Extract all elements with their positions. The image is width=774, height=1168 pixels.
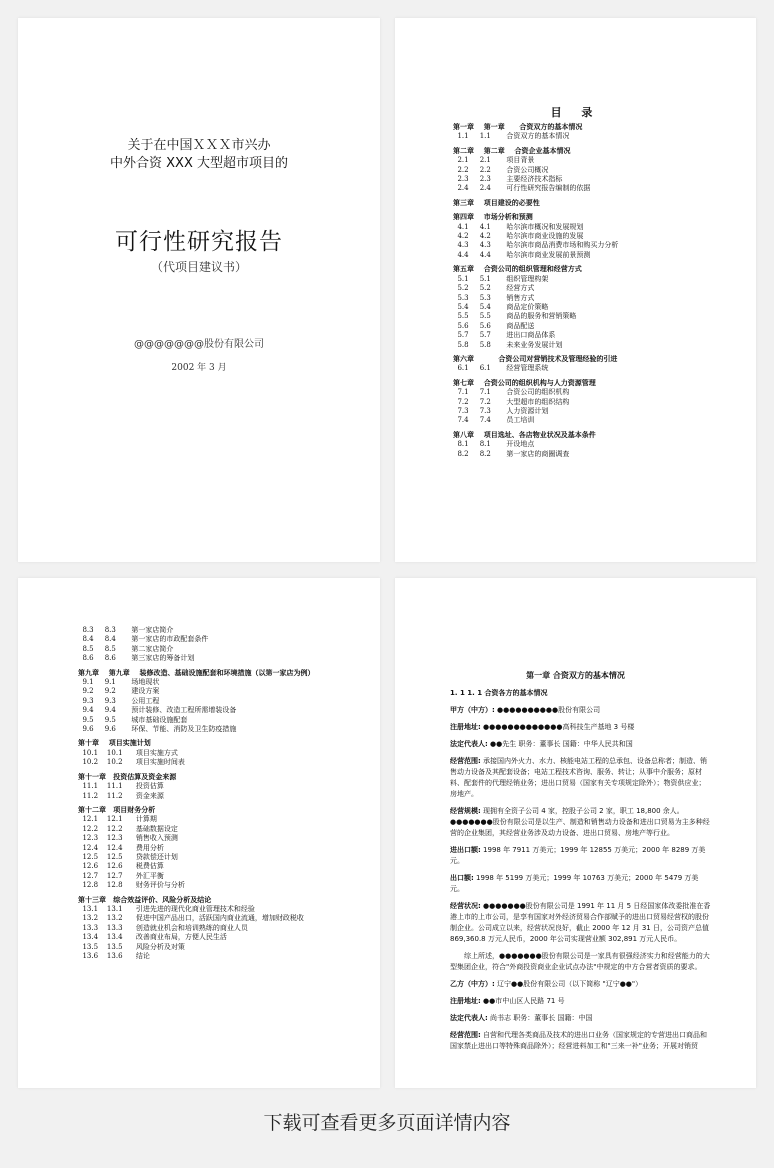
toc-title: 目 录 [550, 106, 601, 119]
download-more-caption: 下载可查看更多页面详情内容 [263, 1112, 511, 1134]
toc-section-entry: 8.2 8.2 第一家店的商圈调查 [453, 449, 570, 458]
paragraph-label: 法定代表人: [450, 1014, 488, 1022]
toc-section-entry: 9.5 9.5 城市基础设施配套 [78, 715, 188, 724]
report-date: 2002 年 3 月 [171, 363, 227, 373]
paragraph-text: ●●先生 职务：董事长 国籍：中华人民共和国 [487, 740, 633, 748]
toc-chapter-entry: 第九章 第九章 装修改造、基础设施配套和环境措施（以第一家店为例） [78, 668, 315, 677]
chapter-page [395, 578, 756, 1088]
paragraph-text: 承接国内外火力、水力、核能电站工程的总承包、设备总称者；制造、销售动力设备及其配套设备；电站工程技术咨询、服务、转让；从事中介服务；原材料、配套件的代理经销业务；进出口贸易（国家有关专项规定除外）；物资供应业；房地产。 [450, 757, 708, 798]
cover-line-2: 中外合资 XXX 大型超市项目的 [110, 156, 288, 171]
toc-section-entry: 7.1 7.1 合资公司的组织机构 [453, 388, 570, 397]
paragraph-label: 经营范围: [450, 757, 481, 765]
paragraph-text: 自营和代理各类商品及技术的进出口业务（国家规定的专营进出口商品和国家禁止进出口等特殊商品除外）；经营进料加工和"三来一补"业务；开展对销贸 [450, 1031, 708, 1050]
toc-section-entry: 9.2 9.2 建设方案 [78, 687, 160, 696]
chapter-paragraph [450, 996, 712, 1007]
chapter-paragraph [450, 1030, 712, 1052]
toc-chapter-entry: 第六章 合资公司对营销技术及管理经验的引进 [453, 354, 618, 363]
toc-section-entry: 7.4 7.4 员工培训 [453, 416, 535, 425]
paragraph-text: 辽宁●●股份有限公司（以下简称 "辽宁●●"） [494, 980, 643, 988]
toc-section-entry: 5.4 5.4 商品定价策略 [453, 302, 549, 311]
toc-section-entry: 8.6 8.6 第三家店的筹备计划 [78, 654, 195, 663]
toc-section-entry: 8.1 8.1 开设地点 [453, 440, 535, 449]
toc-section-entry: 2.2 2.2 合资公司概况 [453, 165, 549, 174]
chapter-paragraph [450, 806, 712, 839]
paragraph-text: 1998 年 7911 万美元；1999 年 12855 万美元；2000 年 8289 万美元。 [450, 846, 706, 865]
paragraph-label: 经营状况: [450, 902, 481, 910]
toc-section-entry: 4.2 4.2 哈尔滨市商业设施的发展 [453, 232, 584, 241]
toc-section-entry: 2.4 2.4 可行性研究报告编制的依据 [453, 184, 591, 193]
toc-section-entry: 10.2 10.2 项目实施时间表 [78, 758, 185, 767]
paragraph-text: ●●●●●●●●●●●●●高科技生产基地 3 号楼 [480, 723, 635, 731]
toc-section-entry: 13.3 13.3 创造就业机会和培训熟练的商业人员 [78, 923, 248, 932]
toc-section-entry: 4.4 4.4 哈尔滨市商业发展前景预测 [453, 250, 591, 259]
toc-section-entry: 9.3 9.3 公用工程 [78, 696, 160, 705]
toc-section-entry: 12.4 12.4 费用分析 [78, 843, 164, 852]
toc-chapter-entry: 第五章 合资公司的组织管理和经营方式 [453, 265, 582, 274]
toc-page [395, 18, 756, 562]
toc-chapter-entry: 第二章 第二章 合资企业基本情况 [453, 146, 571, 155]
chapter-paragraph [450, 1013, 712, 1024]
toc-section-entry: 5.2 5.2 经营方式 [453, 284, 535, 293]
report-title: 可行性研究报告 [115, 229, 283, 255]
toc-section-entry: 4.1 4.1 哈尔滨市概况和发展规划 [453, 222, 584, 231]
toc-section-entry: 5.8 5.8 未来业务发展计划 [453, 340, 563, 349]
toc-chapter-entry: 第八章 项目选址、各店物业状况及基本条件 [453, 430, 596, 439]
paragraph-label: 甲方（中方）: [450, 706, 495, 714]
report-subtitle: （代项目建议书） [150, 260, 247, 274]
toc-section-entry: 12.6 12.6 税费估算 [78, 862, 164, 871]
toc-chapter-entry: 第十章 项目实施计划 [78, 739, 151, 748]
paragraph-text: 1998 年 5199 万美元；1999 年 10763 万美元；2000 年 5479 万美元。 [450, 874, 699, 893]
toc-chapter-entry: 第七章 合资公司的组织机构与人力资源管理 [453, 378, 596, 387]
toc-section-entry: 12.7 12.7 外汇平衡 [78, 871, 164, 880]
toc-section-entry: 2.1 2.1 项目背景 [453, 156, 535, 165]
chapter-paragraph [450, 705, 712, 716]
paragraph-label: 乙方（中方）: [450, 980, 495, 988]
toc-chapter-entry: 第十二章 项目财务分析 [78, 805, 156, 814]
chapter-paragraph [450, 901, 712, 945]
paragraph-text: ●●●●●●●●●●股份有限公司 [494, 706, 601, 714]
toc-section-entry: 9.1 9.1 场地现状 [78, 678, 160, 687]
paragraph-text: ●●市中山区人民路 71 号 [480, 997, 565, 1005]
paragraph-label: 出口额: [450, 874, 474, 882]
toc-section-entry: 5.1 5.1 组织管理构架 [453, 274, 549, 283]
toc-section-entry: 5.6 5.6 商品配送 [453, 321, 535, 330]
chapter-paragraph [450, 951, 712, 973]
paragraph-label: 进出口额: [450, 846, 481, 854]
toc-list [453, 118, 743, 459]
toc-section-entry: 12.8 12.8 财务评价与分析 [78, 881, 185, 890]
toc-chapter-entry: 第十三章 综合效益评价、风险分析及结论 [78, 895, 212, 904]
toc-section-entry: 13.5 13.5 风险分析及对策 [78, 942, 185, 951]
toc-section-entry: 9.4 9.4 预计装修、改造工程所需增装设备 [78, 706, 237, 715]
toc-section-entry: 2.3 2.3 主要经济技术指标 [453, 175, 563, 184]
chapter-body [450, 688, 712, 1058]
paragraph-text: ●●●●●●●股份有限公司是 1991 年 11 月 5 日经国家体改委批准在香港上市的上市公司，是享有国家对外经济贸易合作部赋予的进出口贸易经营权的股份制企业。公司成立以来，经营状况良好，截止 2000 年 12 月 31 日，公司资产总值 869,360.8 万元人民币，2000 年公司实现营业额 302,891 万元人民币。 [450, 902, 711, 943]
chapter-paragraph [450, 722, 712, 733]
paragraph-label: 经营范围: [450, 1031, 481, 1039]
company-name: @@@@@@@股份有限公司 [134, 339, 264, 350]
toc-section-entry: 13.1 13.1 引进先进的现代化商业管理技术和经验 [78, 904, 255, 913]
toc-section-entry: 1.1 1.1 合资双方的基本情况 [453, 132, 570, 141]
toc-section-entry: 12.5 12.5 贷款偿还计划 [78, 852, 178, 861]
chapter-heading: 第一章 合资双方的基本情况 [526, 671, 625, 680]
chapter-paragraph [450, 739, 712, 750]
toc-section-entry: 8.5 8.5 第二家店简介 [78, 644, 174, 653]
toc-chapter-entry: 第四章 市场分析和预测 [453, 213, 533, 222]
chapter-paragraph [450, 845, 712, 867]
toc-section-entry: 4.3 4.3 哈尔滨市商品消费市场和购买力分析 [453, 241, 619, 250]
paragraph-label: 法定代表人: [450, 740, 488, 748]
paragraph-label: 经营规模: [450, 807, 481, 815]
paragraph-text: 现拥有全资子公司 4 家，控股子公司 2 家，职工 18,800 余人。●●●●●●●股份有限公司是以生产、制造和销售动力设备和进出口贸易为主多种经营的企业集团，其经营业务涉及动力设备、进出口贸易、房地产等行业。 [450, 807, 710, 837]
toc-section-entry: 10.1 10.1 项目实施方式 [78, 748, 178, 757]
toc-section-entry: 12.2 12.2 基础数据设定 [78, 824, 178, 833]
paragraph-label: 注册地址: [450, 723, 481, 731]
toc-section-entry: 9.6 9.6 环保、节能、消防及卫生防疫措施 [78, 725, 237, 734]
paragraph-label: 1. 1 1. 1 合资各方的基本情况 [450, 689, 548, 697]
toc-continued-page [18, 578, 380, 1088]
paragraph-label: 注册地址: [450, 997, 481, 1005]
toc-chapter-entry: 第十一章 投资估算及资金来源 [78, 772, 177, 781]
toc-section-entry: 11.1 11.1 投资估算 [78, 782, 164, 791]
chapter-paragraph [450, 979, 712, 990]
toc-section-entry: 11.2 11.2 资金来源 [78, 791, 164, 800]
toc-section-entry: 8.4 8.4 第一家店的市政配套条件 [78, 635, 209, 644]
toc-section-entry: 8.3 8.3 第一家店简介 [78, 626, 174, 634]
toc-section-entry: 5.3 5.3 销售方式 [453, 293, 535, 302]
paragraph-text: 综上所述，●●●●●●●股份有限公司是一家具有很强经济实力和经营能力的大型集团企业，符合"外商投资商业企业试点办法"中规定的中方合营者资质的要求。 [450, 952, 710, 971]
toc-section-entry: 12.1 12.1 计算期 [78, 815, 157, 824]
chapter-paragraph [450, 873, 712, 895]
toc-section-entry: 7.2 7.2 大型超市的组织结构 [453, 397, 570, 406]
cover-line-1: 关于在中国ＸＸＸ市兴办 [127, 138, 271, 153]
toc-section-entry: 5.5 5.5 商品的服务和营销策略 [453, 312, 577, 321]
toc-section-entry: 13.6 13.6 结论 [78, 952, 150, 960]
toc-section-entry: 6.1 6.1 经营管理系统 [453, 364, 549, 373]
toc-section-entry: 7.3 7.3 人力资源计划 [453, 406, 549, 415]
chapter-paragraph [450, 756, 712, 800]
chapter-paragraph [450, 688, 712, 699]
toc-chapter-entry: 第一章 第一章 合资双方的基本情况 [453, 123, 583, 131]
toc-section-entry: 13.2 13.2 促进中国产品出口，活跃国内商业流通，增加财政税收 [78, 914, 304, 923]
toc-section-entry: 12.3 12.3 销售收入预测 [78, 834, 178, 843]
cover-page [18, 18, 380, 562]
toc-list-continued [78, 626, 368, 961]
toc-chapter-entry: 第三章 项目建设的必要性 [453, 198, 540, 207]
toc-section-entry: 13.4 13.4 改善商业布局，方便人民生活 [78, 933, 227, 942]
toc-section-entry: 5.7 5.7 进出口商品体系 [453, 331, 556, 340]
paragraph-text: 尚书志 职务：董事长 国籍：中国 [487, 1014, 593, 1022]
